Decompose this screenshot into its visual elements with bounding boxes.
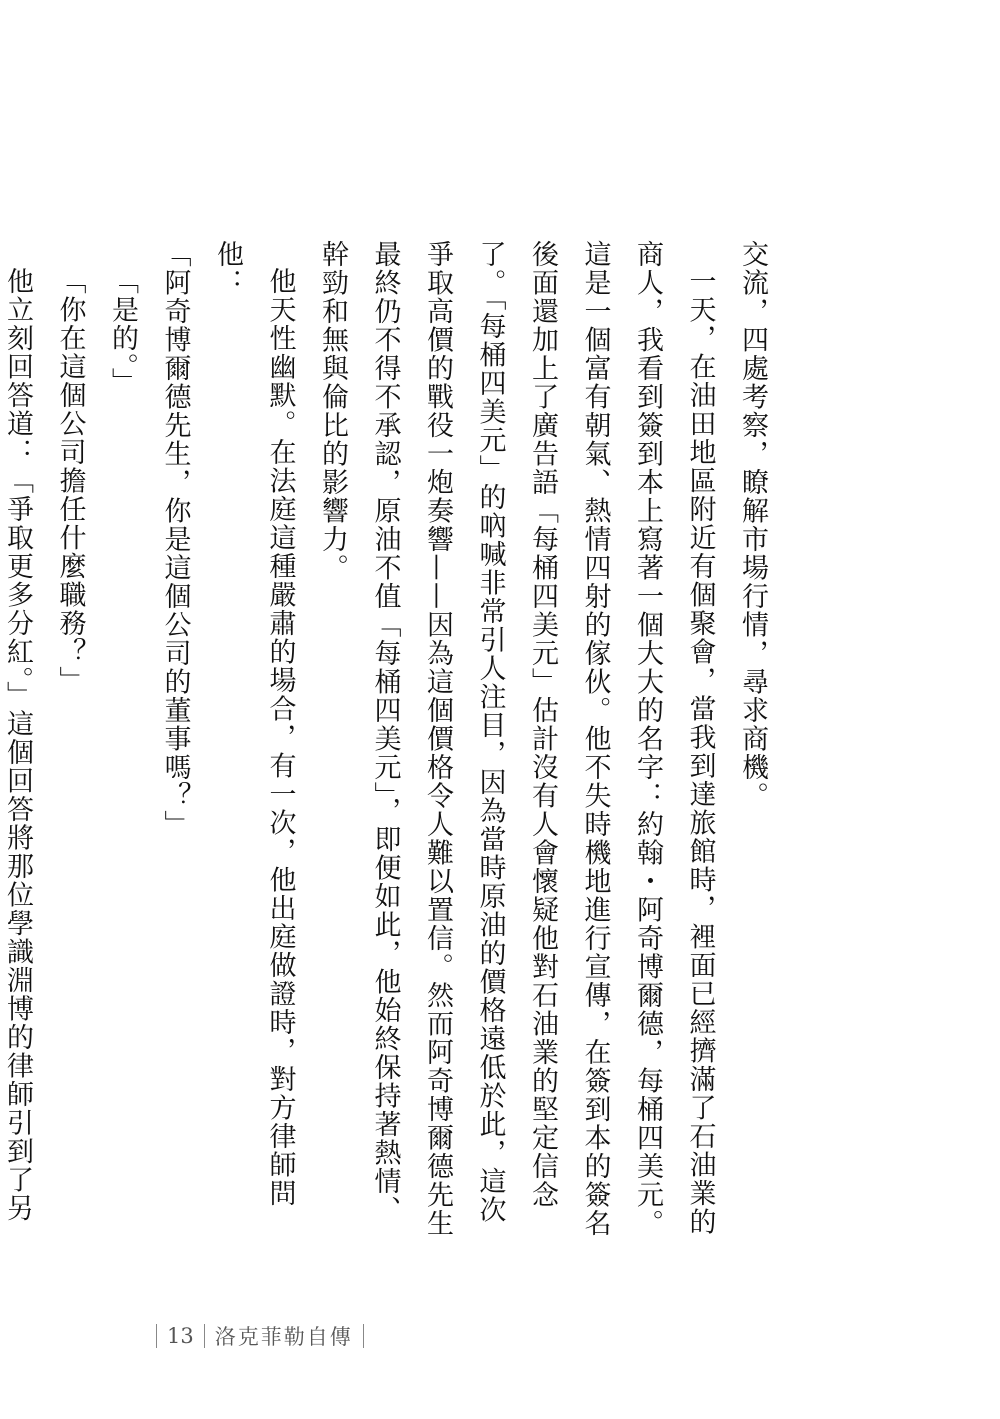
- page-number: 13: [167, 1324, 194, 1348]
- paragraph-7: 他立刻回答道：「爭取更多分紅。」這個回答將那位學識淵博的律師引到了另: [2, 267, 33, 1223]
- paragraph-3: 他天性幽默。在法庭這種嚴肅的場合，有一次，他出庭做證時，對方律師問他：: [212, 240, 296, 1208]
- paragraph-5: 「是的。」: [107, 267, 138, 396]
- paragraph-6: 「你在這個公司擔任什麼職務？」: [54, 267, 86, 695]
- footer-divider-left: [156, 1324, 157, 1348]
- page-footer: [146, 1322, 374, 1350]
- paragraph-2: 一天，在油田地區附近有個聚會，當我到達旅館時，裡面已經擠滿了石油業的商人，我看到簽到本上寫著一個大大的名字：約翰・阿奇博爾德，每桶四美元。這是一個富有朝氣、熱情四射的傢伙。他不失時機地進行宣傳，在簽到本的簽名後面還加上了廣告語「每桶四美元」估計沒有人會懷疑他對石油業的堅定信念了。「每桶四美元」的吶喊非常引人注目，因為當時原油的價格遠低於此，這次爭取高價的戰役一炮奏響——因為這個價格令人難以置信。然而阿奇博爾德先生最終仍不得不承認，原油不值「每桶四美元」，即便如此，他始終保持著熱情、幹勁和無與倫比的影響力。: [317, 240, 716, 1238]
- paragraph-4: 「阿奇博爾德先生，你是這個公司的董事嗎？」: [159, 240, 191, 839]
- footer-divider-right: [363, 1324, 364, 1348]
- paragraph-1: 交流，四處考察，瞭解市場行情，尋求商機。: [737, 240, 768, 810]
- footer-divider-middle: [204, 1324, 205, 1348]
- body-text: [2, 240, 778, 1240]
- book-title: 洛克菲勒自傳: [214, 1325, 353, 1349]
